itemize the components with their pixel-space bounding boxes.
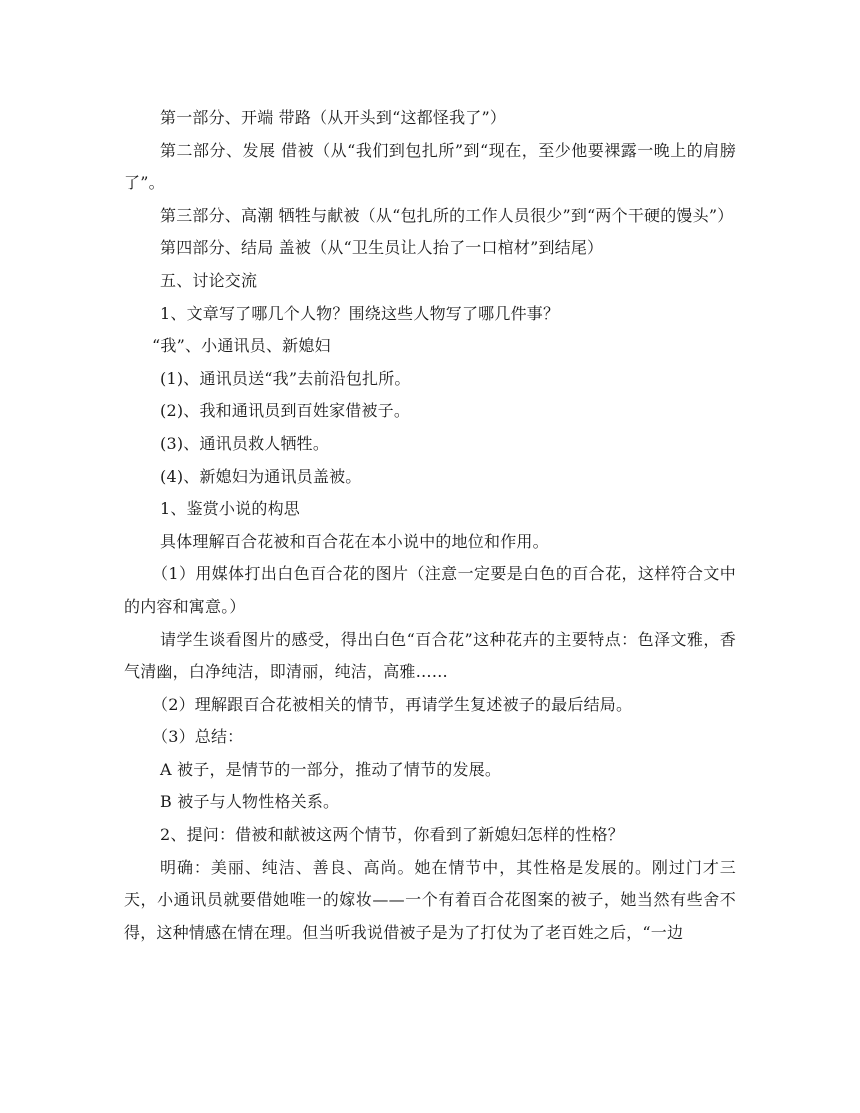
answer-characters: “我”、小通讯员、新媳妇 — [152, 336, 331, 356]
question-bride-character: 2、提问：借被和献被这两个情节，你看到了新媳妇怎样的性格？ — [160, 825, 624, 845]
event-item-2: (2)、我和通讯员到百姓家借被子。 — [160, 401, 411, 421]
step-2-plot: （2）理解跟百合花被相关的情节，再请学生复述被子的最后结局。 — [152, 694, 633, 714]
event-item-1: (1)、通讯员送“我”去前沿包扎所。 — [160, 368, 411, 388]
document-body — [124, 102, 736, 949]
summary-point-b: B 被子与人物性格关系。 — [160, 792, 340, 812]
step-1-show-image: （1）用媒体打出白色百合花的图片（注意一定要是白色的百合花，这样符合文中的内容和寓意。） — [124, 564, 736, 616]
paragraph-part-one: 第一部分、开端 带路（从开头到“这都怪我了”） — [160, 108, 507, 127]
section-heading-discussion: 五、讨论交流 — [160, 270, 258, 290]
event-item-4: (4)、新媳妇为通讯员盖被。 — [160, 466, 362, 486]
question-characters: 1、文章写了哪几个人物？围绕这些人物写了哪几件事？ — [160, 303, 560, 323]
paragraph-part-three: 第三部分、高潮 牺牲与献被（从“包扎所的工作人员很少”到“两个干硬的馒头”） — [160, 205, 734, 225]
paragraph-lily-quilt-role: 具体理解百合花被和百合花在本小说中的地位和作用。 — [160, 531, 549, 551]
paragraph-lily-features: 请学生谈看图片的感受，得出白色“百合花”这种花卉的主要特点：色泽文雅，香气清幽，白净纯洁，即清丽，纯洁，高雅…… — [124, 629, 736, 682]
step-3-summary: （3）总结： — [152, 727, 244, 747]
paragraph-part-two: 第二部分、发展 借被（从“我们到包扎所”到“现在，至少他要裸露一晚上的肩膀了”。 — [124, 140, 736, 193]
answer-bride-character: 明确：美丽、纯洁、善良、高尚。她在情节中，其性格是发展的。刚过门才三天，小通讯员就要借她唯一的嫁妆——一个有着百合花图案的被子，她当然有些舍不得，这种情感在情在理。但当听我说借被子是为了打仗为了老百姓之后，“一边 — [124, 857, 736, 942]
summary-point-a: A 被子，是情节的一部分，推动了情节的发展。 — [160, 759, 502, 779]
subheading-structure: 1、鉴赏小说的构思 — [160, 499, 300, 519]
paragraph-part-four: 第四部分、结局 盖被（从“卫生员让人抬了一口棺材”到结尾） — [160, 238, 604, 258]
event-item-3: (3)、通讯员救人牺牲。 — [160, 433, 330, 453]
